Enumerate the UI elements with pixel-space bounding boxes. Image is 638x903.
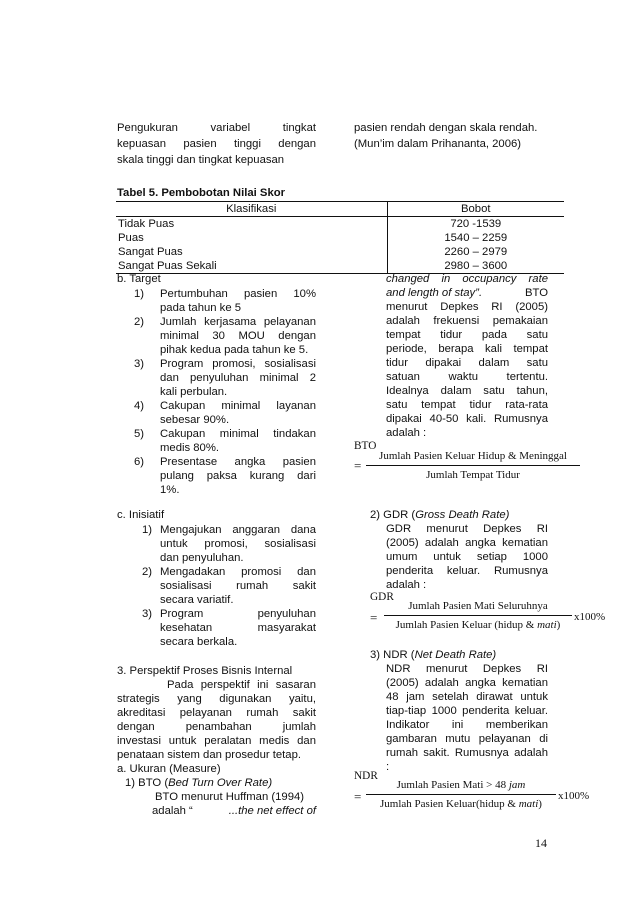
text-line: gambaran mutu pelayanan di [386,733,548,745]
text-line: investasi untuk peralatan medis dan [117,735,316,747]
list-item-line: sosialisasi rumah sakit [160,580,316,592]
text-line: periode, berapa kali tempat [386,343,548,355]
formula-numerator: Jumlah Pasien Keluar Hidup & Meninggal [379,450,567,462]
list-number: 2) [142,566,153,578]
table-cell: 2260 – 2979 [444,246,508,258]
list-number: 1) [134,288,145,300]
text-line: satu tempat tidur rata-rata [386,399,548,411]
text-span: BTO [524,287,548,299]
text-span: mati [518,798,539,810]
text-span: ) [556,619,561,631]
text-span: adalah “ [152,805,193,817]
subsection-heading [370,648,496,662]
list-number: 6) [134,456,145,468]
formula-multiplier: x100% [574,611,606,623]
table-title: Tabel 5. Pembobotan Nilai Skor [117,187,286,199]
section-heading: 3. Perspektif Proses Bisnis Internal [117,665,293,677]
subsection-heading [370,508,509,522]
table-cell: 1540 – 2259 [444,232,508,244]
text-span: Net Death Rate) [414,649,497,661]
text-span: Jumlah Pasien Keluar(hidup & [380,798,519,810]
formula-label: NDR [354,770,378,782]
text-line: adalah frekuensi pemakaian [386,315,548,327]
text-line: a. Ukuran (Measure) [117,763,221,775]
formula-denominator [384,618,572,632]
list-number: 4) [134,400,145,412]
list-item-line: sebesar 90%. [160,414,230,426]
equals-sign: = [354,789,362,804]
text-span: 2) GDR ( [370,509,416,521]
text-line: kepuasan pasien tinggi dengan [117,138,316,150]
text-span: ) [538,798,542,810]
list-item-line: kesehatan masyarakat [160,622,316,634]
text-span: Gross Death Rate) [415,509,510,521]
list-number: 3) [142,608,153,620]
list-item-line: kali perbulan. [160,386,228,398]
list-item-line: 1%. [160,484,180,496]
text-line: GDR menurut Depkes RI [386,523,548,535]
text-line: : [386,761,390,773]
list-item-line: Program penyuluhan [160,608,316,620]
text-span: ...the net effect of [228,805,316,817]
text-line [125,776,272,790]
list-item-line: medis 80%. [160,442,220,454]
equals-sign: = [370,610,378,625]
table-cell: Puas [116,231,387,245]
text-line: menurut Depkes RI (2005) [386,301,548,313]
text-line: strategis yang digunakan yaitu, [117,693,316,705]
formula-multiplier: x100% [558,790,590,802]
table-row [116,217,564,232]
table-row [116,231,564,245]
text-line [152,804,316,818]
table-header-klasifikasi: Klasifikasi [116,202,387,217]
list-item-line: Presentase angka pasien [160,456,316,468]
text-line: tidur dipakai dalam satu [386,357,548,369]
text-line: akreditasi pelayanan rumah sakit [117,707,316,719]
text-span: 3) NDR ( [370,649,415,661]
text-span: Bed Turn Over Rate) [168,777,273,789]
list-item-line: Cakupan minimal layanan [160,400,316,412]
text-line: rumah sakit. Rumusnya adalah [386,747,548,759]
section-heading: b. Target [117,273,161,285]
text-line: Indikator ini memberikan [386,719,548,731]
list-item-line: Pertumbuhan pasien 10% [160,288,316,300]
list-item-line: pada tahun ke 5 [160,302,242,314]
table-cell: 720 -1539 [450,218,502,230]
list-item-line: Mengadakan promosi dan [160,566,316,578]
text-line: umum untuk setiap 1000 [386,551,548,563]
text-line: skala tinggi dan tingkat kepuasan [117,154,285,166]
text-line: dengan penambahan jumlah [117,721,316,733]
text-line: Pengukuran variabel tingkat [117,122,316,134]
text-line: penataan sistem dan prosedur tetap. [117,749,302,761]
table-cell: Sangat Puas Sekali [116,259,387,274]
text-span: jam [508,779,526,791]
list-item-line: dan penyuluhan. [160,552,244,564]
text-span: Jumlah Pasien Mati > 48 [396,779,509,791]
text-line: penderita keluar. Rumusnya [386,565,548,577]
list-item-line: pulang paksa kurang dari [160,470,316,482]
list-item-line: Program promosi, sosialisasi [160,358,316,370]
list-item-line: dan penyuluhan minimal 2 [160,372,316,384]
text-span: and length of stay”. [386,287,483,299]
text-line: tiap-tiap 1000 penderita keluar. [386,705,548,717]
bto-formula [366,449,580,482]
list-item-line: Cakupan minimal tindakan [160,428,316,440]
formula-numerator [366,778,556,792]
text-span: 1) BTO ( [125,777,169,789]
list-item-line: Jumlah kerjasama pelayanan [160,316,316,328]
text-line: satuan waktu tertentu. [386,371,548,383]
text-line: pasien rendah dengan skala rendah. [354,122,538,134]
formula-label: BTO [354,440,377,452]
fraction-bar [366,465,580,466]
list-number: 3) [134,358,145,370]
page-number: 14 [535,836,547,850]
text-line: BTO menurut Huffman (1994) [155,791,305,803]
table-cell: 2980 – 3600 [387,259,564,274]
ndr-formula [366,778,556,811]
text-line: 48 jam setelah dirawat untuk [386,691,548,703]
table-header-bobot: Bobot [387,202,564,217]
list-item-line: minimal 30 MOU dengan [160,330,316,342]
text-span: mati [537,619,557,631]
formula-numerator: Jumlah Pasien Mati Seluruhnya [408,600,548,612]
table-row [116,245,564,259]
text-line: tempat tidur pada satu [386,329,548,341]
list-item-line: untuk promosi, sosialisasi [160,538,316,550]
gdr-formula [384,599,572,632]
fraction-bar [366,794,556,795]
list-item-line: pihak kedua pada tahun ke 5. [160,344,309,356]
list-item-line: secara berkala. [160,636,238,648]
text-line: (2005) adalah angka kematian [386,677,548,689]
list-number: 2) [134,316,145,328]
text-line: adalah : [386,427,427,439]
formula-label: GDR [370,591,394,603]
formula-denominator [366,797,556,811]
text-line: dipakai 40-50 kali. Rumusnya [386,413,548,425]
section-heading: c. Inisiatif [117,509,165,521]
text-line: (Mun’im dalam Prihananta, 2006) [354,138,522,150]
table-cell: Sangat Puas [116,245,387,259]
text-line: NDR menurut Depkes RI [386,663,548,675]
text-line: (2005) adalah angka kematian [386,537,548,549]
text-line: Pada perspektif ini sasaran [167,679,316,691]
text-line: changed in occupancy rate [386,273,548,285]
text-line [386,286,548,300]
list-item-line: Mengajukan anggaran dana [160,524,316,536]
equals-sign: = [354,458,362,473]
list-number: 1) [142,524,153,536]
table-cell: Tidak Puas [116,217,387,232]
list-item-line: secara variatif. [160,594,234,606]
text-span: Jumlah Pasien Keluar (hidup & [395,619,538,631]
text-line: Idealnya dalam satu tahun, [386,385,548,397]
list-number: 5) [134,428,145,440]
formula-denominator: Jumlah Tempat Tidur [426,469,520,481]
score-table [116,201,564,274]
text-line: adalah : [386,579,427,591]
fraction-bar [384,615,572,616]
